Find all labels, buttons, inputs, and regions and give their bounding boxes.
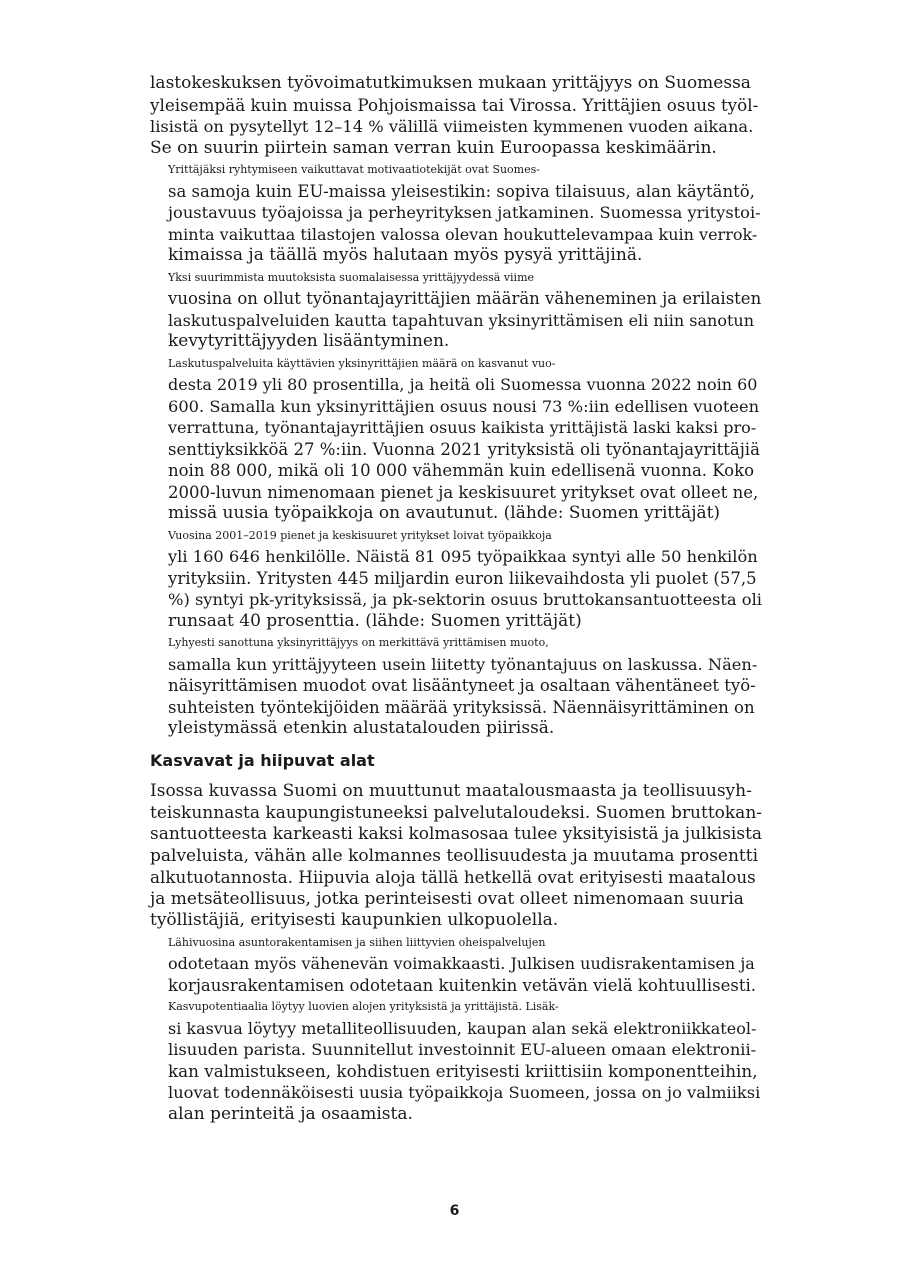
page-number: 6 <box>449 1203 460 1219</box>
paragraph <box>150 781 762 932</box>
text-line: sa samoja kuin EU-maissa yleisestikin: sopiva tilaisuus, alan käytäntö, <box>168 181 755 201</box>
text-line: 2000-luvun nimenomaan pienet ja keskisuuret yritykset ovat olleet ne, <box>168 482 759 502</box>
text-line: Vuosina 2001–2019 pienet ja keskisuuret yritykset loivat työpaikkoja <box>168 528 552 542</box>
text-line: joustavuus työajoissa ja perheyrityksen jatkaminen. Suomessa yritystoi- <box>168 203 761 222</box>
text-line: kevytyrittäjyyden lisääntyminen. <box>168 331 450 351</box>
page-body <box>150 73 762 1125</box>
section-growing-declining-fields <box>150 750 762 1126</box>
text-line: kan valmistukseen, kohdistuen erityisesti kriittisiin komponentteihin, <box>168 1060 758 1081</box>
text-line: yleistymässä etenkin alustatalouden piirissä. <box>168 718 555 738</box>
text-line: yli 160 646 henkilölle. Näistä 81 095 työpaikkaa syntyi alle 50 henkilön <box>168 547 758 566</box>
text-line: työllistäjiä, erityisesti kaupunkien ulkopuolella. <box>150 910 559 930</box>
text-line: Lähivuosina asuntorakentamisen ja siihen liittyvien oheispalvelujen <box>168 935 546 949</box>
text-line: yleisempää kuin muissa Pohjoismaissa tai Virossa. Yrittäjien osuus työl- <box>150 94 759 115</box>
text-line: Yrittäjäksi ryhtymiseen vaikuttavat motivaatiotekijät ovat Suomes- <box>168 163 540 176</box>
paragraph <box>150 159 762 267</box>
text-line: Kasvupotentiaalia löytyy luovien alojen yrityksistä ja yrittäjistä. Lisäk- <box>168 1000 559 1013</box>
text-line: Isossa kuvassa Suomi on muuttunut maatalousmaasta ja teollisuusyh- <box>150 781 752 801</box>
text-line: Laskutuspalveluita käyttävien yksinyrittäjien määrä on kasvanut vuo- <box>168 356 556 370</box>
text-line: kimaissa ja täällä myös halutaan myös pysyä yrittäjinä. <box>168 245 643 265</box>
text-line: lastokeskuksen työvoimatutkimuksen mukaan yrittäjyys on Suomessa <box>150 73 751 93</box>
text-line: Yksi suurimmista muutoksista suomalaisessa yrittäjyydessä viime <box>168 270 535 284</box>
text-line: alkutuotannosta. Hiipuvia aloja tällä hetkellä ovat erityisesti maatalous <box>150 867 756 887</box>
paragraph <box>150 996 762 1125</box>
paragraph <box>150 267 762 353</box>
text-line: missä uusia työpaikkoja on avautunut. (lähde: Suomen yrittäjät) <box>168 503 721 523</box>
text-line: teiskunnasta kaupungistuneeksi palvelutaloudeksi. Suomen bruttokan- <box>150 802 763 823</box>
text-line: laskutuspalveluiden kautta tapahtuvan yksinyrittämisen eli niin sanotun <box>168 310 755 330</box>
text-line: verrattuna, työnantajayrittäjien osuus kaikista yrittäjistä laski kaksi pro- <box>168 418 757 437</box>
paragraph <box>150 73 762 159</box>
text-line: ja metsäteollisuus, jotka perinteisesti ovat olleet nimenomaan suuria <box>150 888 744 909</box>
text-line: desta 2019 yli 80 prosentilla, ja heitä oli Suomessa vuonna 2022 noin 60 <box>168 375 758 394</box>
paragraph <box>150 932 762 997</box>
text-line: lisuuden parista. Suunnitellut investoinnit EU-alueen omaan elektronii- <box>168 1040 757 1059</box>
text-line: Se on suurin piirtein saman verran kuin Euroopassa keskimäärin. <box>150 137 717 158</box>
section-entrepreneurship <box>150 73 762 740</box>
section-heading: Kasvavat ja hiipuvat alat <box>150 750 375 770</box>
text-line: lisistä on pysytellyt 12–14 % välillä viimeisten kymmenen vuoden aikana. <box>150 117 754 136</box>
text-line: si kasvua löytyy metalliteollisuuden, kaupan alan sekä elektroniikkateol- <box>168 1018 757 1038</box>
text-line: alan perinteitä ja osaamista. <box>168 1103 413 1124</box>
text-line: suhteisten työntekijöiden määrää yrityksissä. Näennäisyrittäminen on <box>168 697 755 717</box>
text-line: noin 88 000, mikä oli 10 000 vähemmän kuin edellisenä vuonna. Koko <box>168 461 755 480</box>
paragraph <box>150 353 762 525</box>
text-line: runsaat 40 prosenttia. (lähde: Suomen yrittäjät) <box>168 610 582 631</box>
text-line: palveluista, vähän alle kolmannes teollisuudesta ja muutama prosentti <box>150 845 759 866</box>
text-line: senttiyksikköä 27 %:iin. Vuonna 2021 yrityksistä oli työnantajayrittäjiä <box>168 439 760 459</box>
text-line: 600. Samalla kun yksinyrittäjien osuus nousi 73 %:iin edellisen vuoteen <box>168 396 760 416</box>
text-line: Lyhyesti sanottuna yksinyrittäjyys on merkittävä yrittämisen muoto, <box>168 636 549 649</box>
text-line: minta vaikuttaa tilastojen valossa olevan houkuttelevampaa kuin verrok- <box>168 224 758 244</box>
text-line: santuotteesta karkeasti kaksi kolmasosaa tulee yksityisistä ja julkisista <box>150 824 763 844</box>
text-line: yrityksiin. Yritysten 445 miljardin euron liikevaihdosta yli puolet (57,5 <box>168 568 757 588</box>
text-line: samalla kun yrittäjyyteen usein liitetty työnantajuus on laskussa. Näen- <box>168 654 758 674</box>
text-line: %) syntyi pk-yrityksissä, ja pk-sektorin osuus bruttokansantuotteesta oli <box>168 590 762 609</box>
text-line: korjausrakentamisen odotetaan kuitenkin vetävän vielä kohtuullisesti. <box>168 975 756 995</box>
text-line: näisyrittämisen muodot ovat lisääntyneet ja osaltaan vähentäneet työ- <box>168 676 756 695</box>
text-line: luovat todennäköisesti uusia työpaikkoja Suomeen, jossa on jo valmiiksi <box>168 1083 761 1102</box>
paragraph <box>150 525 762 633</box>
text-line: vuosina on ollut työnantajayrittäjien määrän väheneminen ja erilaisten <box>168 289 762 308</box>
text-line: odotetaan myös vähenevän voimakkaasti. Julkisen uudisrakentamisen ja <box>168 954 755 973</box>
paragraph <box>150 632 762 740</box>
